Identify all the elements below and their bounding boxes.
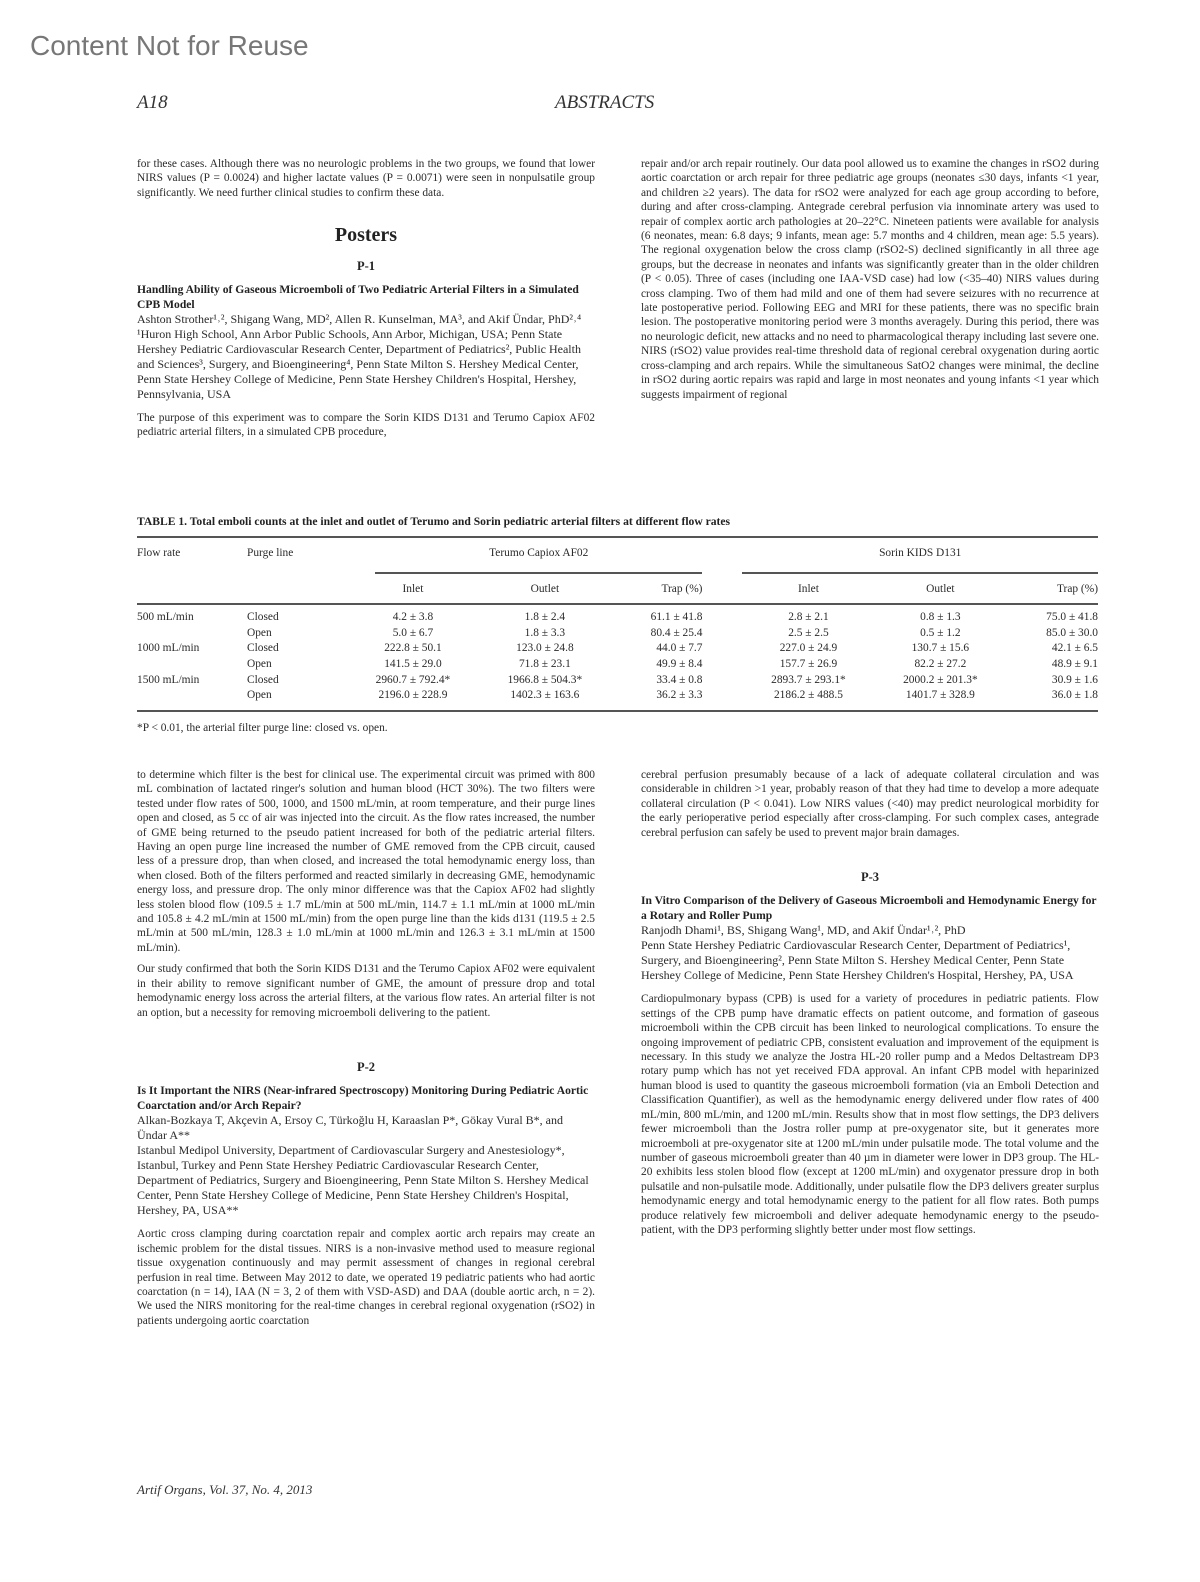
cell-purge-line: Open (247, 657, 272, 670)
group-gap (702, 657, 742, 673)
cell-value: 2196.0 ± 228.9 (378, 689, 448, 702)
cell-value: 157.7 ± 26.9 (779, 657, 838, 670)
table-header-row (137, 537, 1098, 574)
page-number: A18 (137, 92, 168, 113)
cell-flow-rate: 500 mL/min (137, 611, 194, 624)
cell-value: 75.0 ± 41.8 (1046, 611, 1098, 624)
group-header-label: Terumo Capiox AF02 (375, 546, 702, 574)
group-gap (702, 604, 742, 626)
cell-value: 42.1 ± 6.5 (1051, 642, 1098, 655)
cell-value: 1402.3 ± 163.6 (510, 689, 580, 702)
cell-flow-rate (137, 688, 247, 711)
cell-value: 85.0 ± 30.0 (1046, 626, 1098, 639)
cell-value: 80.4 ± 25.4 (650, 626, 703, 639)
cell-value: 227.0 ± 24.9 (779, 642, 838, 655)
abstract-title: Is It Important the NIRS (Near-infrared Spectroscopy) Monitoring During Pediatric Aortic Coarctation and/or Arch Repair? (137, 1084, 589, 1113)
cell-value: 4.2 ± 3.8 (392, 611, 434, 624)
group-header-terumo (347, 537, 702, 574)
abstract-affiliation: ¹Huron High School, Ann Arbor Public Schools, Ann Arbor, Michigan, USA; Penn State Hershey Pediatric Cardiovascular Research Center, Department of Pediatrics², Public Health and Sciences³, Surgery, and Bioengineering⁴, Penn State Milton S. Hershey Medical Center, Penn State Hershey College of Medicine, Penn State Hershey Children's Hospital, Hershey, Pennsylvania, USA (137, 327, 581, 402)
paragraph: to determine which filter is the best for clinical use. The experimental circuit was primed with 800 mL combination of lactated ringer's solution and human blood (HCT 30%). The two filters were tested under flow rates of 500, 1000, and 1500 mL/min, at room temperature, and their purge lines open and closed, as 5 cc of air was injected into the circuit. As the flow rates increased, the number of GME being returned to the pseudo patient increased for both of the pediatric arterial filters. Having an open purge line increased the number of GME removed from the CPB circuit, caused less of a pressure drop, than when closed, and increased the total hemodynamic energy loss, than when closed. Both of the filters performed and reacted similarly in decreasing GME, hemodynamic energy loss, and pressure drop. The only minor difference was that the Capiox AF02 had slightly less stolen blood flow (109.5 ± 1.7 mL/min at 500 mL/min, 114.7 ± 1.1 mL/min at 1000 mL/min and 105.8 ± 4.2 mL/min at 1500 mL/min) from the open purge line than the kids d131 (119.5 ± 2.5 mL/min at 500 mL/min, 128.3 ± 1.0 mL/min at 1000 mL/min and 126.3 ± 3.1 mL/min at 1500 mL/min). (137, 769, 595, 954)
left-column-bottom (137, 768, 595, 1328)
cell-value: 30.9 ± 1.6 (1051, 673, 1098, 686)
abstract-id: P-3 (860, 870, 880, 885)
table-row (137, 657, 1098, 673)
abstract-body: Aortic cross clamping during coarctation repair and complex aortic arch repairs may create an ischemic problem for the distal tissues. NIRS is a non-invasive method used to measure regional tissue oxygenation continuously and may permit assessment of changes in regional cerebral perfusion in real time. Between May 2012 to date, we operated 19 pediatric patients who had aortic coarctation (n = 14), IAA (N = 3, 2 of them with VSD-ASD) and DAA (double aortic arch, n = 2). We used the NIRS monitoring for the real-time changes in cerebral regional oxygenation (rSO2) in patients undergoing aortic coarctation (137, 1228, 595, 1327)
running-header: ABSTRACTS (555, 92, 655, 113)
abstract-affiliation: Penn State Hershey Pediatric Cardiovascular Research Center, Department of Pediatrics¹, Surgery, and Bioengineering², Penn State Milton S. Hershey Medical Center, Penn State Hershey College of Medicine, Penn State Hershey Children's Hospital, Hershey, PA, USA (641, 938, 1074, 983)
cell-flow-rate: 1000 mL/min (137, 642, 200, 655)
section-heading: Posters (334, 224, 398, 247)
cell-value: 5.0 ± 6.7 (392, 626, 434, 639)
abstract-title: Handling Ability of Gaseous Microemboli of Two Pediatric Arterial Filters in a Simulated CPB Model (137, 283, 579, 312)
column-header-trap: Trap (%) (661, 582, 703, 595)
cell-value: 0.8 ± 1.3 (920, 611, 961, 624)
cell-value: 82.2 ± 27.2 (914, 657, 967, 670)
cell-value: 71.8 ± 23.1 (518, 657, 571, 670)
table-row (137, 604, 1098, 626)
group-gap (702, 641, 742, 657)
column-header-inlet: Inlet (798, 582, 819, 595)
right-column-bottom (641, 768, 1099, 1237)
group-gap (702, 537, 742, 574)
cell-value: 0.5 ± 1.2 (920, 626, 961, 639)
cell-flow-rate: 1500 mL/min (137, 673, 200, 686)
cell-purge-line: Open (247, 689, 272, 702)
cell-value: 36.2 ± 3.3 (656, 689, 703, 702)
cell-flow-rate (137, 626, 247, 642)
cell-value: 130.7 ± 15.6 (911, 642, 970, 655)
cell-purge-line: Closed (247, 642, 279, 655)
abstract-body: Cardiopulmonary bypass (CPB) is used for a variety of procedures in pediatric patients. Flow settings of the CPB pump have dramatic effects on patient outcome, and formation of gaseous microemboli within the CPB circuit has been linked to neurological complications. To ensure the ongoing improvement of pediatric CPB, consistent evaluation and improvement of the equipment is necessary. In this study we analyze the Jostra HL-20 roller pump and a Medos Deltastream DP3 rotary pump which has not yet received FDA approval. An infant CPB model with heparinized human blood is used to quantity the gaseous microemboli formation (via an Emboli Detection and Classification Quantifier), as well as the hemodynamic energy delivered under flow rates of 400 mL/min, 800 mL/min, and 1200 mL/min. Results show that in most flow settings, the DP3 delivers fewer microemboli than the Jostra roller pump at pre-oxygenator site, but it generates more microemboli at pre-oxygenator site at 1200 mL/min under pulsatile mode. The total volume and the number of gaseous microemboli greater than 40 µm in diameter were lower in DP3 group. The HL-20 exhibits less stolen blood flow (except at 1200 mL/min) and oxygenator pressure drop in both pulsatile and non-pulsatile mode. Additionally, under pulsatile flow the DP3 delivers greater surplus hemodynamic energy and total hemodynamic energy to the patient for all flow rates. Both pumps produce relatively few microemboli and deliver adequate hemodynamic energy to the pseudo-patient, with the DP3 performing slightly better under most flow settings. (641, 993, 1099, 1236)
group-gap (702, 626, 742, 642)
abstract-authors: Alkan-Bozkaya T, Akçevin A, Ersoy C, Türkoğlu H, Karaaslan P*, Gökay Vural B*, and Ündar A** (137, 1113, 563, 1143)
abstract-body: The purpose of this experiment was to compare the Sorin KIDS D131 and Terumo Capiox AF02 pediatric arterial filters, in a simulated CPB procedure, (137, 412, 595, 439)
cell-value: 1401.7 ± 328.9 (905, 689, 975, 702)
column-header-purge-line: Purge line (247, 547, 294, 559)
cell-value: 123.0 ± 24.8 (516, 642, 574, 655)
empty-cell (247, 574, 347, 605)
cell-value: 1.8 ± 2.4 (524, 611, 566, 624)
abstract-title: In Vitro Comparison of the Delivery of Gaseous Microemboli and Hemodynamic Energy for a Rotary and Roller Pump (641, 894, 1097, 923)
cell-value: 61.1 ± 41.8 (650, 611, 703, 624)
paragraph: cerebral perfusion presumably because of a lack of adequate collateral circulation and was considerable in children >1 year, probably reason of that they had time to develop a more adequate collateral circulation (P < 0.041). Low NIRS values (<40) may predict neurological morbidity for the early perioperative period especially after cross-clamping. For such complex cases, antegrade cerebral perfusion can safely be used to prevent major brain damages. (641, 769, 1099, 839)
column-header-flow-rate: Flow rate (137, 547, 181, 559)
column-header-outlet: Outlet (926, 582, 955, 595)
abstract-authors: Ashton Strother¹˒², Shigang Wang, MD², Allen R. Kunselman, MA³, and Akif Ündar, PhD²˒⁴ (137, 312, 582, 327)
paragraph: repair and/or arch repair routinely. Our data pool allowed us to examine the changes in rSO2 during aortic coarctation or arch repair for three pediatric age groups (neonates ≤30 days, infants <1 year, and children ≥2 years). The data for rSO2 were analyzed for each age group according to before, during and after cross-clamping. Antegrade cerebral perfusion via innominate artery was used to repair of complex aortic arch pathologies at 20–22°C. Nineteen patients were available for analysis (6 neonates, mean: 6.8 days; 9 infants, mean age: 5.7 months and 4 children, mean age: 5.5 years). The regional oxygenation below the cross clamp (rSO2-S) declined significantly in all three age groups, but the decrease in neonates and infants was significantly greater than in the older children (P < 0.05). Three of cases (including one IAA-VSD case) had low (<35–40) NIRS values during cross clamping. Two of them had mild and one of them had severe seizures with no recurrence at late postoperative period. Following EEG and MRI for these patients, there was no specific brain lesion. The postoperative monitoring period were 3 months averagely. During this period, there was no neurologic deficit, new attacks and no need to pharmacological therapy including last severe one. NIRS (rSO2) value provides real-time threshold data of regional cerebral oxygenation during aortic cross-clamping and arch repairs. While the simultaneous SatO2 changes were minimal, the decline in rSO2 during aortic repairs was rapid and large in most neonates and young infants <1 year which suggests impairment of regional (641, 158, 1099, 401)
abstract-affiliation: Istanbul Medipol University, Department of Cardiovascular Surgery and Anestesiology*, Istanbul, Turkey and Penn State Hershey Pediatric Cardiovascular Research Center, Department of Pediatrics, Surgery and Bioengineering, Penn State Milton S. Hershey Medical Center, Penn State Hershey College of Medicine, Penn State Hershey Children's Hospital, Hershey, PA, USA** (137, 1143, 589, 1218)
table-1 (137, 515, 1098, 734)
cell-value: 1966.8 ± 504.3* (507, 673, 583, 686)
column-header-trap: Trap (%) (1056, 582, 1098, 595)
table-row (137, 626, 1098, 642)
abstract-authors: Ranjodh Dhami¹, BS, Shigang Wang¹, MD, and Akif Ündar¹˒², PhD (641, 923, 966, 938)
paragraph: for these cases. Although there was no neurologic problems in the two groups, we found that lower NIRS values (P = 0.0024) and higher lactate values (P = 0.0071) were seen in nonpulsatile group significantly. We need further clinical studies to confirm these data. (137, 158, 595, 199)
cell-value: 2893.7 ± 293.1* (771, 673, 846, 686)
cell-value: 44.0 ± 7.7 (656, 642, 703, 655)
left-column-top (137, 157, 595, 440)
cell-flow-rate (137, 657, 247, 673)
group-header-sorin (742, 537, 1098, 574)
group-header-label: Sorin KIDS D131 (742, 546, 1098, 574)
cell-value: 2.8 ± 2.1 (788, 611, 829, 624)
column-header-outlet: Outlet (530, 582, 560, 595)
cell-value: 49.9 ± 8.4 (656, 657, 703, 670)
table-subheader-row (137, 574, 1098, 605)
watermark: Content Not for Reuse (30, 30, 309, 61)
group-gap (702, 574, 742, 605)
cell-purge-line: Closed (247, 673, 279, 686)
table-caption: TABLE 1. Total emboli counts at the inlet and outlet of Terumo and Sorin pediatric arterial filters at different flow rates (137, 515, 731, 528)
cell-value: 1.8 ± 3.3 (524, 626, 566, 639)
table-row (137, 688, 1098, 711)
abstract-id: P-2 (356, 1059, 376, 1074)
column-header-inlet: Inlet (402, 582, 424, 595)
table-row (137, 641, 1098, 657)
cell-purge-line: Closed (247, 611, 279, 624)
cell-value: 2960.7 ± 792.4* (375, 673, 451, 686)
table-row (137, 673, 1098, 689)
cell-value: 48.9 ± 9.1 (1051, 657, 1098, 670)
group-gap (702, 688, 742, 711)
cell-value: 141.5 ± 29.0 (384, 657, 442, 670)
cell-value: 222.8 ± 50.1 (384, 642, 442, 655)
cell-value: 2.5 ± 2.5 (788, 626, 829, 639)
paragraph: Our study confirmed that both the Sorin KIDS D131 and the Terumo Capiox AF02 were equivalent in their ability to remove significant number of GME, the amount of pressure drop and total hemodynamic energy loss across the arterial filters, at the various flow rates. An arterial filter is not an option, but a necessity for removing microemboli delivering to the patient. (137, 963, 595, 1019)
table-footnote: *P < 0.01, the arterial filter purge line: closed vs. open. (137, 721, 388, 734)
cell-value: 33.4 ± 0.8 (656, 673, 703, 686)
group-gap (702, 673, 742, 689)
abstract-id: P-1 (356, 258, 376, 273)
cell-purge-line: Open (247, 626, 272, 639)
cell-value: 2000.2 ± 201.3* (903, 673, 978, 686)
right-column-top (641, 157, 1099, 402)
cell-value: 36.0 ± 1.8 (1051, 689, 1098, 702)
empty-cell (137, 574, 247, 605)
cell-value: 2186.2 ± 488.5 (773, 689, 843, 702)
journal-footer: Artif Organs, Vol. 37, No. 4, 2013 (137, 1482, 313, 1497)
